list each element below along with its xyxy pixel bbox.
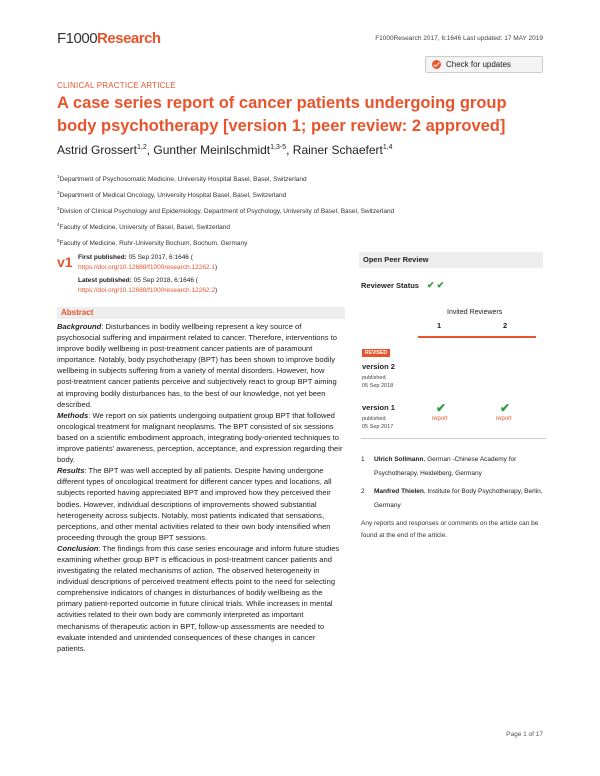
divider	[361, 438, 546, 439]
author-name[interactable]: Gunther Meinlschmidt	[153, 143, 271, 157]
version2-link[interactable]: version 2	[362, 362, 395, 371]
latest-doi-link[interactable]: https://doi.org/10.12688/f1000research.12262.2	[78, 286, 215, 294]
f1000-logo: F1000Research	[57, 30, 161, 47]
check-updates-button[interactable]	[425, 56, 543, 73]
abstract-heading: Abstract	[57, 307, 345, 319]
author-name[interactable]: Astrid Grossert	[57, 143, 138, 157]
affiliation-item: $^2$Department of Medical Oncology, University Hospital Basel, Basel, Switzerland	[57, 189, 287, 200]
page-number: Page 1 of 17	[506, 731, 543, 738]
author-name[interactable]: Rainer Schaefert	[292, 143, 383, 157]
version1-link[interactable]: version 1	[362, 403, 395, 412]
checkmark-icon	[432, 60, 441, 69]
approved-check-icon: ✔	[436, 280, 445, 290]
citation-line: F1000Research 2017, 6:1646 Last updated: 17 MAY 2019	[375, 35, 543, 42]
list-item: 2 Manfred Thielen, Institute for Body Psychotherapy, Berlin, Germany	[361, 488, 543, 509]
article-title: A case series report of cancer patients undergoing group body psychotherapy [version 1; peer review: 2 approved]	[57, 94, 507, 135]
affiliation-item: $^1$Department of Psychosomatic Medicine, University Hospital Basel, Basel, Switzerland	[57, 174, 307, 184]
check-updates-label: Check for updates	[446, 60, 511, 69]
affiliation-item: $^4$Faculty of Medicine, University of Basel, Basel, Switzerland	[57, 221, 231, 232]
reviewer-name[interactable]: Ulrich Sollmann	[374, 456, 424, 463]
reports-note: Any reports and responses or comments on the article can be found at the end of the article.	[361, 520, 539, 539]
reviewer-status: Reviewer Status ✔ ✔	[361, 280, 445, 290]
author-list: Astrid Grossert$^{1,2}$, Gunther Meinlschmidt$^{1,3-5}$, Rainer Schaefert$^{1,4}$	[57, 143, 393, 157]
open-peer-review-heading: Open Peer Review	[359, 252, 543, 268]
reviewer-list	[361, 453, 551, 513]
abstract-body: Background: Disturbances in bodily wellbeing represent a key source of psychosocial suffering and impairment related to cancer. Therefore, interventions to improve bodily wellbeing in post-treatment cancer patients are of paramount importance. Notably, body psychotherapy (BPT) has been shown to improve bodily wellbeing in subjects suffering from a variety of mental disorders. However, how post-treatment cancer patients perceive and subjectively react to group BPT aiming at improving bodily disturbances has, to the best of our knowledge, not yet been described. Methods: We report on six patients undergoing outpatient group BPT that followed oncological treatment for malignant neoplasms. The BPT consisted of six sessions based on a scientific embodiment approach, integrating body-oriented techniques to improve patients’ awareness, perception, acceptance, and expression regarding their body. Results: The BPT was well accepted by all patients. Despite having undergone different types of oncological treatment for different cancer types and locations, all subjects reported having appreciated BPT and improved how they perceived their bodies. However, individual descriptions of improvements showed substantial heterogeneity across subjects. Notably, most patients indicated that sensations, perceptions, and other mental activities related to their own body intensified when proceeding through the group BPT sessions. Conclusion: The findings from this case series encourage and inform future studies examining whether group BPT is efficacious in post-treatment cancer patients and investigating the related mechanisms of action. The observed heterogeneity in individual descriptions of perceived treatment effects point to the need for selecting comprehensive indicators of changes in disturbances of bodily wellbeing as the primary patient-reported outcome in future clinical trials. While increases in mental activities related to their own body are commonly interpreted as important mechanisms of therapeutic action in BPT, follow-up assessments are needed to evaluate intended and unintended consequences of these changes in cancer patients.	[57, 322, 343, 653]
article-type: CLINICAL PRACTICE ARTICLE	[57, 81, 176, 90]
approved-check-icon: ✔	[427, 280, 435, 290]
reviewer-col-2: 2	[503, 321, 508, 330]
list-item: 1 Ulrich Sollmann, German -Chinese Academy for Psychotherapy, Heidelberg, Germany	[361, 456, 517, 477]
publication-info: First published: 05 Sep 2017, 6:1646 ( https://doi.org/10.12688/f1000research.12262.1) Latest published: 05 Sep 2018, 6:1646 ( https://doi.org/10.12688/f1000research.12262.2)	[78, 254, 218, 294]
divider	[418, 336, 536, 338]
affiliation-item: $^5$Faculty of Medicine, Ruhr-University Bochum, Bochum, Germany	[57, 237, 248, 247]
invited-reviewers-label: Invited Reviewers	[447, 309, 503, 316]
report-link[interactable]: report	[432, 416, 448, 422]
report-link[interactable]: report	[496, 416, 512, 422]
affiliations	[57, 171, 394, 251]
version2-published: published 05 Sep 2018	[362, 375, 394, 389]
approved-check-icon: ✔	[500, 401, 511, 415]
first-doi-link[interactable]: https://doi.org/10.12688/f1000research.12262.1	[78, 263, 215, 271]
affiliation-item: $^3$Division of Clinical Psychology and Epidemiology, Department of Psychology, University of Basel, Basel, Switzerland	[57, 205, 395, 216]
version-label: v1	[57, 254, 73, 270]
reviewer-name[interactable]: Manfred Thielen	[374, 488, 424, 495]
reviewer-col-1: 1	[437, 321, 442, 330]
approved-check-icon: ✔	[436, 401, 447, 415]
version1-published: published 05 Sep 2017	[362, 416, 394, 430]
revised-badge: REVISED	[362, 349, 390, 357]
